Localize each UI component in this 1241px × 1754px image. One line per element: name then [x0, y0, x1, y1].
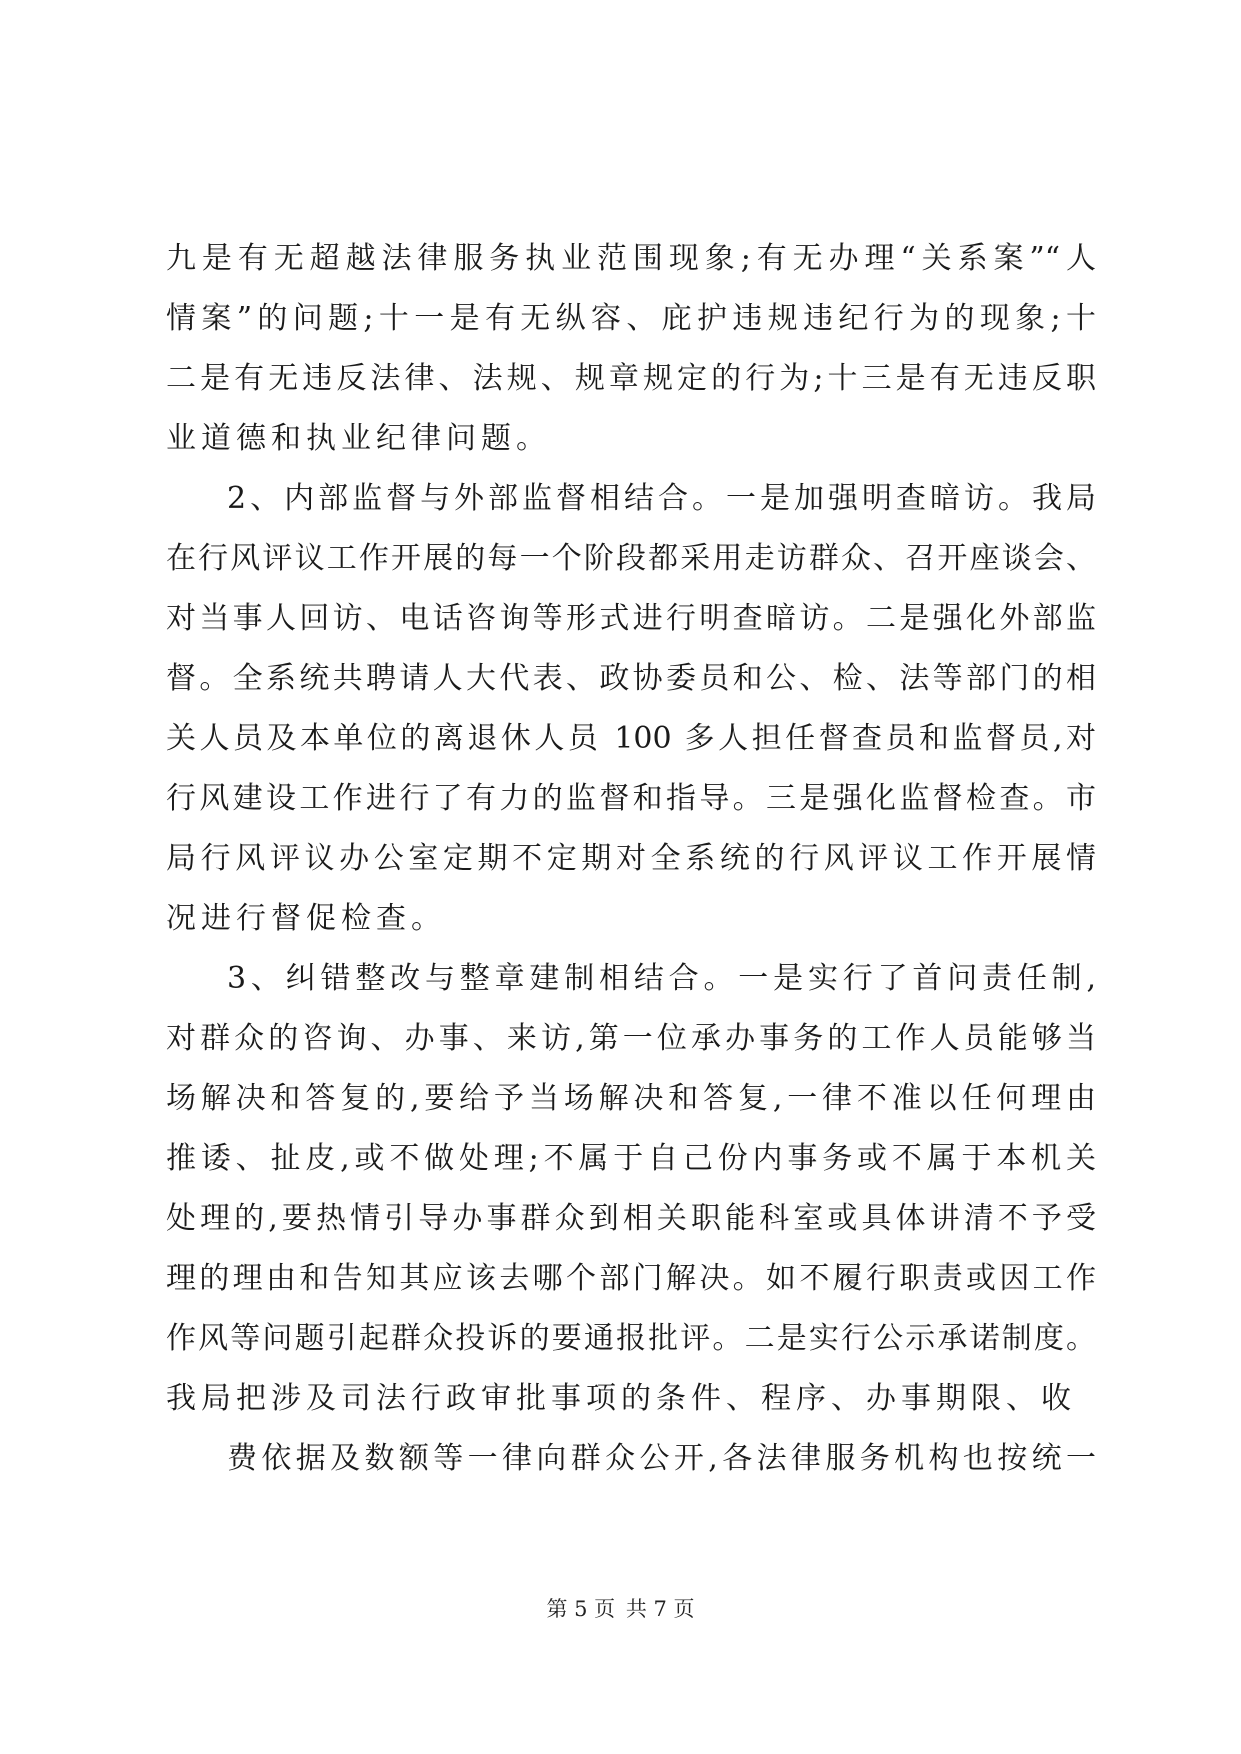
paragraph-start-line: 3、纠错整改与整章建制相结合。一是实行了首问责任制, [227, 961, 1096, 996]
text-line: 推诿、扯皮,或不做处理;不属于自己份内事务或不属于本机关 [166, 1141, 1096, 1176]
paragraph-start-line: 费依据及数额等一律向群众公开,各法律服务机构也按统一 [227, 1441, 1096, 1476]
page-total: 共 7 页 [625, 1597, 695, 1621]
paragraph-start-line: 2、内部监督与外部监督相结合。一是加强明查暗访。我局 [227, 481, 1096, 516]
text-line: 场解决和答复的,要给予当场解决和答复,一律不准以任何理由 [166, 1081, 1096, 1116]
text-line: 对当事人回访、电话咨询等形式进行明查暗访。二是强化外部监 [166, 601, 1096, 636]
text-line: 业道德和执业纪律问题。 [166, 421, 551, 456]
text-line: 二是有无违反法律、法规、规章规定的行为;十三是有无违反职 [166, 361, 1096, 396]
document-body [166, 229, 1096, 1489]
text-line: 理的理由和告知其应该去哪个部门解决。如不履行职责或因工作 [166, 1261, 1096, 1296]
text-line: 关人员及本单位的离退休人员 100 多人担任督查员和监督员,对 [166, 721, 1096, 756]
text-line: 行风建设工作进行了有力的监督和指导。三是强化监督检查。市 [166, 781, 1096, 816]
text-line: 局行风评议办公室定期不定期对全系统的行风评议工作开展情 [166, 841, 1096, 876]
text-line: 在行风评议工作开展的每一个阶段都采用走访群众、召开座谈会、 [166, 541, 1096, 576]
text-line: 情案”的问题;十一是有无纵容、庇护违规违纪行为的现象;十 [166, 301, 1096, 336]
page-footer [0, 1594, 1241, 1624]
text-line: 作风等问题引起群众投诉的要通报批评。二是实行公示承诺制度。 [166, 1321, 1096, 1356]
text-line: 况进行督促检查。 [166, 901, 446, 936]
page-number: 第 5 页 [546, 1597, 616, 1621]
text-line: 对群众的咨询、办事、来访,第一位承办事务的工作人员能够当 [166, 1021, 1096, 1056]
text-line: 九是有无超越法律服务执业范围现象;有无办理“关系案”“人 [166, 241, 1096, 276]
text-line: 督。全系统共聘请人大代表、政协委员和公、检、法等部门的相 [166, 661, 1096, 696]
text-line: 处理的,要热情引导办事群众到相关职能科室或具体讲清不予受 [166, 1201, 1096, 1236]
text-line: 我局把涉及司法行政审批事项的条件、程序、办事期限、收 [166, 1381, 1076, 1416]
